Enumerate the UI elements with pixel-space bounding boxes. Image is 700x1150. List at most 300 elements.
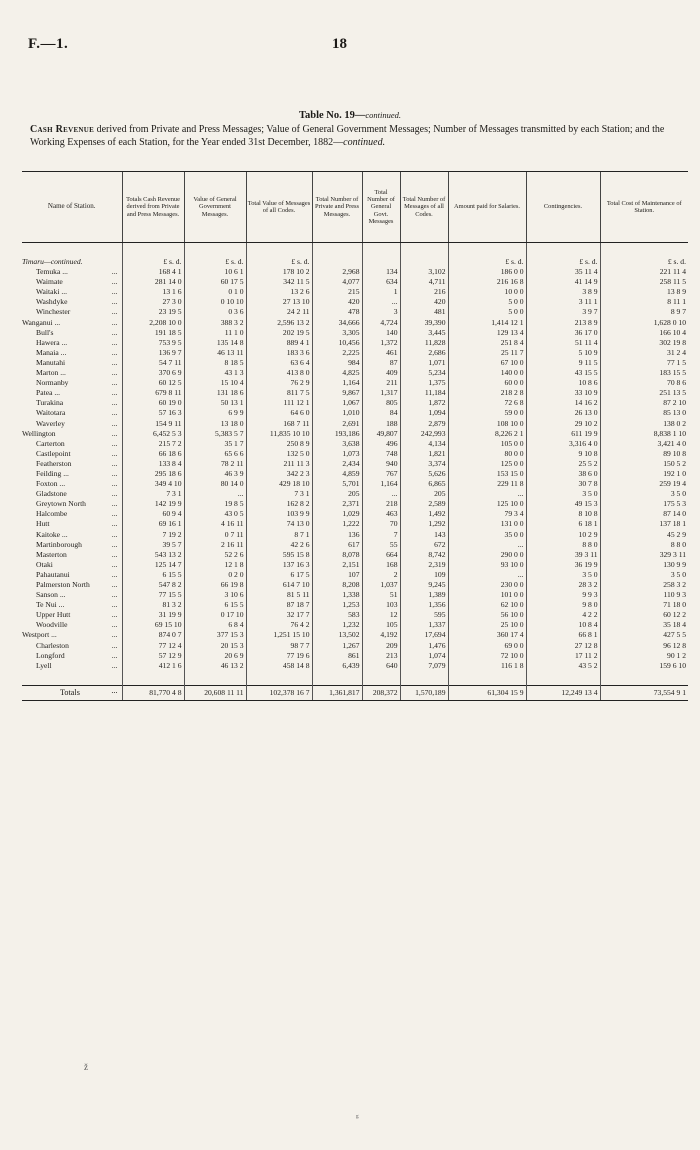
cell: 7,079 <box>400 661 448 671</box>
leader-dots: ... <box>111 277 118 287</box>
station-name-text: Normanby <box>36 378 69 388</box>
cell: £ s. d. <box>184 257 246 267</box>
leader-dots: ... <box>111 559 118 569</box>
table-row <box>22 560 688 570</box>
station-name <box>22 459 122 469</box>
table-row <box>22 509 688 519</box>
station-name <box>22 630 122 640</box>
cell: 5,701 <box>312 479 362 489</box>
station-name-text: Temuka ... <box>36 267 68 277</box>
cell: 6,452 5 3 <box>122 429 184 439</box>
table-row <box>22 459 688 469</box>
cell: 463 <box>362 509 400 519</box>
cell: 614 7 10 <box>246 580 312 590</box>
leader-dots: ... <box>111 539 118 549</box>
station-name-text: Kaitoke ... <box>36 529 68 539</box>
cell: 8 18 5 <box>184 358 246 368</box>
cell: 51 11 4 <box>526 338 600 348</box>
table-row <box>22 590 688 600</box>
cell: 360 17 4 <box>448 630 526 640</box>
cell: 56 10 0 <box>448 610 526 620</box>
cell: 162 8 2 <box>246 499 312 509</box>
caption-lead: Cash Revenue <box>30 124 95 135</box>
cell: 17,694 <box>400 630 448 640</box>
cell: 12 1 8 <box>184 560 246 570</box>
table-row <box>22 429 688 439</box>
cell: 2,879 <box>400 419 448 429</box>
leader-dots: ... <box>111 509 118 519</box>
cell: £ s. d. <box>600 257 688 267</box>
table-row <box>22 600 688 610</box>
cell: 617 <box>312 540 362 550</box>
cell: ... <box>184 489 246 499</box>
cell: 8 7 1 <box>246 530 312 540</box>
cell: 1,074 <box>400 651 448 661</box>
cell: 80 0 0 <box>448 449 526 459</box>
cell: 2 <box>362 570 400 580</box>
cell: 4,859 <box>312 469 362 479</box>
cell: 2 16 11 <box>184 540 246 550</box>
cell: £ s. d. <box>448 257 526 267</box>
cell: 71 18 0 <box>600 600 688 610</box>
table-row <box>22 398 688 408</box>
cell: 129 13 4 <box>448 328 526 338</box>
cell: 79 3 4 <box>448 509 526 519</box>
table-row <box>22 318 688 328</box>
cell: 413 8 0 <box>246 368 312 378</box>
station-name-text: Longford <box>36 650 65 660</box>
leader-dots: ... <box>111 428 118 438</box>
cell: 188 <box>362 419 400 429</box>
cell: 84 <box>362 408 400 418</box>
col-header: Contingencies. <box>526 172 600 243</box>
table-row <box>22 499 688 509</box>
cell: 420 <box>312 297 362 307</box>
cell: 192 1 0 <box>600 469 688 479</box>
leader-dots: ... <box>111 317 118 327</box>
cell: 26 13 0 <box>526 408 600 418</box>
cell: 409 <box>362 368 400 378</box>
cell: 87 14 0 <box>600 509 688 519</box>
cell: 5 10 9 <box>526 348 600 358</box>
leader-dots: ... <box>111 685 118 695</box>
cell: 81 5 11 <box>246 590 312 600</box>
cell: 1,267 <box>312 641 362 651</box>
station-name-text: Otaki <box>36 559 53 569</box>
cell: 150 5 2 <box>600 459 688 469</box>
cell: 67 10 0 <box>448 358 526 368</box>
cell: 175 5 3 <box>600 499 688 509</box>
cell: 4,825 <box>312 368 362 378</box>
cell: 43 0 5 <box>184 509 246 519</box>
cell: 595 15 8 <box>246 550 312 560</box>
total-cell: 20,608 11 11 <box>184 685 246 700</box>
leader-dots: ... <box>111 327 118 337</box>
cell: 76 4 2 <box>246 620 312 630</box>
total-cell: 1,570,189 <box>400 685 448 700</box>
station-name <box>22 318 122 328</box>
cell: 66 18 6 <box>122 449 184 459</box>
cell: 35 11 4 <box>526 267 600 277</box>
cell: ... <box>448 540 526 550</box>
cell: 9,867 <box>312 388 362 398</box>
cell: 93 10 0 <box>448 560 526 570</box>
cell: 10 8 4 <box>526 620 600 630</box>
station-name-text: Greytown North <box>36 499 86 509</box>
cell: 5,234 <box>400 368 448 378</box>
station-name-text: Waimate <box>36 277 63 287</box>
cell: 13 18 0 <box>184 419 246 429</box>
cell: 15 10 4 <box>184 378 246 388</box>
cell <box>400 257 448 267</box>
cell: 7 3 1 <box>246 489 312 499</box>
station-name <box>22 479 122 489</box>
cell: 69 0 0 <box>448 641 526 651</box>
leader-dots: ... <box>111 438 118 448</box>
cell: 242,993 <box>400 429 448 439</box>
cell: 19 8 5 <box>184 499 246 509</box>
cell: 60 9 4 <box>122 509 184 519</box>
station-name <box>22 257 122 267</box>
station-name-text: Waitotara <box>36 408 66 418</box>
cell: 1,010 <box>312 408 362 418</box>
leader-dots: ... <box>111 458 118 468</box>
cell: 103 9 9 <box>246 509 312 519</box>
leader-dots: ... <box>111 660 118 670</box>
leader-dots: ... <box>111 408 118 418</box>
cell: 3 5 0 <box>600 570 688 580</box>
table-row <box>22 378 688 388</box>
cell: 5 0 0 <box>448 297 526 307</box>
leader-dots: ... <box>111 398 118 408</box>
cell: 1,037 <box>362 580 400 590</box>
cell: 72 6 8 <box>448 398 526 408</box>
cell: 3,445 <box>400 328 448 338</box>
table-row <box>22 439 688 449</box>
cell: 81 3 2 <box>122 600 184 610</box>
cell: 2,968 <box>312 267 362 277</box>
table-row <box>22 368 688 378</box>
cell: 125 14 7 <box>122 560 184 570</box>
table-title-main: Table No. 19— <box>298 110 366 121</box>
cell <box>312 257 362 267</box>
cell: 131 18 6 <box>184 388 246 398</box>
table-foot <box>22 671 688 701</box>
station-name-text: Featherston <box>36 458 72 468</box>
cell: 388 3 2 <box>184 318 246 328</box>
cell: 63 6 4 <box>246 358 312 368</box>
cell: 178 10 2 <box>246 267 312 277</box>
caption-cont: continued. <box>343 136 386 148</box>
cell: 595 <box>400 610 448 620</box>
cell: 4,134 <box>400 439 448 449</box>
cell: 1,253 <box>312 600 362 610</box>
cell: 87 2 10 <box>600 398 688 408</box>
cell: 342 11 5 <box>246 277 312 287</box>
cell: 4,724 <box>362 318 400 328</box>
table-row <box>22 338 688 348</box>
station-name-text: Pahautanui <box>36 569 70 579</box>
cell: 55 <box>362 540 400 550</box>
stray-mark: ž <box>84 1062 88 1072</box>
station-name <box>22 419 122 429</box>
station-name <box>22 368 122 378</box>
totals-row <box>22 685 688 700</box>
cell: 50 13 1 <box>184 398 246 408</box>
cell: 0 1 0 <box>184 287 246 297</box>
cell: 216 16 8 <box>448 277 526 287</box>
table-row <box>22 570 688 580</box>
cell: 640 <box>362 661 400 671</box>
total-cell: 208,372 <box>362 685 400 700</box>
station-name-text: Masterton <box>36 549 67 559</box>
cell: 105 0 0 <box>448 439 526 449</box>
cell: 6 9 9 <box>184 408 246 418</box>
cell: 8,226 2 1 <box>448 429 526 439</box>
col-header: Value of General Government Messages. <box>184 172 246 243</box>
station-name-text: Carterton <box>36 438 65 448</box>
cell: 611 19 9 <box>526 429 600 439</box>
cell: 90 1 2 <box>600 651 688 661</box>
cell: 258 3 2 <box>600 580 688 590</box>
col-header: Total Value of Messages of all Codes. <box>246 172 312 243</box>
table-row <box>22 408 688 418</box>
cell: 39 5 7 <box>122 540 184 550</box>
cell: 2,151 <box>312 560 362 570</box>
cell: 547 8 2 <box>122 580 184 590</box>
cell: 66 8 1 <box>526 630 600 640</box>
cell: 9 10 8 <box>526 449 600 459</box>
cell: 77 19 6 <box>246 651 312 661</box>
station-name-text: Te Nui ... <box>36 600 65 610</box>
table-row <box>22 469 688 479</box>
cell: 96 12 8 <box>600 641 688 651</box>
cell: 1,071 <box>400 358 448 368</box>
station-name-text: Waverley <box>36 418 65 428</box>
station-name-text: Hutt <box>36 519 50 529</box>
station-name <box>22 267 122 277</box>
table-row <box>22 348 688 358</box>
cell: 1,356 <box>400 600 448 610</box>
cell: 69 15 10 <box>122 620 184 630</box>
leader-dots: ... <box>111 448 118 458</box>
station-name-text: Timaru—continued. <box>22 257 83 266</box>
stray-mark: ᵍ <box>356 1112 359 1122</box>
station-name <box>22 560 122 570</box>
station-name <box>22 328 122 338</box>
cell: 634 <box>362 277 400 287</box>
cell: 0 2 0 <box>184 570 246 580</box>
cell: 65 6 6 <box>184 449 246 459</box>
station-name <box>22 661 122 671</box>
leader-dots: ... <box>111 489 118 499</box>
cell: 35 18 4 <box>600 620 688 630</box>
cell: 805 <box>362 398 400 408</box>
station-name <box>22 620 122 630</box>
cell: 583 <box>312 610 362 620</box>
table-row <box>22 580 688 590</box>
cell: ... <box>362 489 400 499</box>
cell: 8,838 1 10 <box>600 429 688 439</box>
spacer-row <box>22 671 688 686</box>
cell: 672 <box>400 540 448 550</box>
cell: 342 2 3 <box>246 469 312 479</box>
table-row <box>22 479 688 489</box>
cell: 10,456 <box>312 338 362 348</box>
cell: 377 15 3 <box>184 630 246 640</box>
cell: 3 8 9 <box>526 287 600 297</box>
leader-dots: ... <box>111 388 118 398</box>
cell: 46 3 9 <box>184 469 246 479</box>
table-row <box>22 519 688 529</box>
cell: 753 9 5 <box>122 338 184 348</box>
cell: 221 11 4 <box>600 267 688 277</box>
cell: 3 5 0 <box>526 489 600 499</box>
cell: 213 8 9 <box>526 318 600 328</box>
table-row <box>22 297 688 307</box>
cell: 1,164 <box>312 378 362 388</box>
cell: 59 0 0 <box>448 408 526 418</box>
cell: 1,337 <box>400 620 448 630</box>
cell: 349 4 10 <box>122 479 184 489</box>
total-cell: 1,361,817 <box>312 685 362 700</box>
leader-dots: ... <box>111 479 118 489</box>
cell: 211 <box>362 378 400 388</box>
cell: 215 <box>312 287 362 297</box>
station-name <box>22 439 122 449</box>
cell: 87 <box>362 358 400 368</box>
cell: 3 5 0 <box>600 489 688 499</box>
cell: 9 8 0 <box>526 600 600 610</box>
cell: 3,305 <box>312 328 362 338</box>
station-name <box>22 600 122 610</box>
cell: 1,232 <box>312 620 362 630</box>
leader-dots: ... <box>111 519 118 529</box>
cell: 874 0 7 <box>122 630 184 640</box>
cell: 1,094 <box>400 408 448 418</box>
cell: 218 2 8 <box>448 388 526 398</box>
station-name <box>22 580 122 590</box>
cell: 153 15 0 <box>448 469 526 479</box>
cell: 136 9 7 <box>122 348 184 358</box>
cell: £ s. d. <box>526 257 600 267</box>
cell: 889 4 1 <box>246 338 312 348</box>
station-name <box>22 651 122 661</box>
cell: 1,073 <box>312 449 362 459</box>
cell: 3,374 <box>400 459 448 469</box>
station-name <box>22 540 122 550</box>
cell: 46 13 11 <box>184 348 246 358</box>
station-name-text: Winchester <box>36 307 71 317</box>
cell: 140 <box>362 328 400 338</box>
cell: 0 10 10 <box>184 297 246 307</box>
leader-dots: ... <box>111 600 118 610</box>
leader-dots: ... <box>111 267 118 277</box>
leader-dots: ... <box>111 337 118 347</box>
cell: 142 19 9 <box>122 499 184 509</box>
cell: 35 0 0 <box>448 530 526 540</box>
cell: 60 17 5 <box>184 277 246 287</box>
cell: 1,414 12 1 <box>448 318 526 328</box>
cell: 134 <box>362 267 400 277</box>
station-name-text: Turakina <box>36 398 64 408</box>
cell: 20 6 9 <box>184 651 246 661</box>
cell: 60 12 2 <box>600 610 688 620</box>
cell: 230 0 0 <box>448 580 526 590</box>
cell: 85 13 0 <box>600 408 688 418</box>
cell: 159 6 10 <box>600 661 688 671</box>
cell: 290 0 0 <box>448 550 526 560</box>
cell: 427 5 5 <box>600 630 688 640</box>
cell: 4,077 <box>312 277 362 287</box>
cell: 27 13 10 <box>246 297 312 307</box>
cell: ... <box>362 297 400 307</box>
cell: 60 19 0 <box>122 398 184 408</box>
leader-dots: ... <box>111 650 118 660</box>
cell: 77 15 5 <box>122 590 184 600</box>
cell: 41 14 9 <box>526 277 600 287</box>
table-caption <box>30 124 680 149</box>
station-name <box>22 429 122 439</box>
cell: 2,208 10 0 <box>122 318 184 328</box>
cell: £ s. d. <box>122 257 184 267</box>
cell: 57 12 9 <box>122 651 184 661</box>
cell: 28 3 2 <box>526 580 600 590</box>
leader-dots: ... <box>111 630 118 640</box>
station-name <box>22 297 122 307</box>
station-name <box>22 499 122 509</box>
cell: 49,807 <box>362 429 400 439</box>
cell: 27 12 8 <box>526 641 600 651</box>
cell: 202 19 5 <box>246 328 312 338</box>
cell: 1,338 <box>312 590 362 600</box>
station-name-text: Sanson ... <box>36 590 66 600</box>
cell: 251 13 5 <box>600 388 688 398</box>
cell: 31 19 9 <box>122 610 184 620</box>
table-row <box>22 328 688 338</box>
cell: 43 15 5 <box>526 368 600 378</box>
total-cell: 61,304 15 9 <box>448 685 526 700</box>
cell: 136 <box>312 530 362 540</box>
cell: 11,184 <box>400 388 448 398</box>
cell: 370 6 9 <box>122 368 184 378</box>
table-row <box>22 661 688 671</box>
station-name-text: Manaia ... <box>36 347 67 357</box>
cell: 1,222 <box>312 519 362 529</box>
cell: 89 10 8 <box>600 449 688 459</box>
cell: 27 3 0 <box>122 297 184 307</box>
cell: 861 <box>312 651 362 661</box>
cell: 35 1 7 <box>184 439 246 449</box>
station-name-text: Marton ... <box>36 368 66 378</box>
cell: 7 <box>362 530 400 540</box>
table-row <box>22 489 688 499</box>
station-name-text: Bull's <box>36 327 54 337</box>
station-name <box>22 610 122 620</box>
cell: 77 12 4 <box>122 641 184 651</box>
cell: 11 1 0 <box>184 328 246 338</box>
station-name <box>22 489 122 499</box>
cell: 49 15 3 <box>526 499 600 509</box>
cell: 1 <box>362 287 400 297</box>
col-header: Total Number of Private and Press Messages. <box>312 172 362 243</box>
station-name <box>22 570 122 580</box>
leader-dots: ... <box>111 468 118 478</box>
cell: 1,375 <box>400 378 448 388</box>
leader-dots: ... <box>111 569 118 579</box>
cell: 295 18 6 <box>122 469 184 479</box>
cell: 2,225 <box>312 348 362 358</box>
